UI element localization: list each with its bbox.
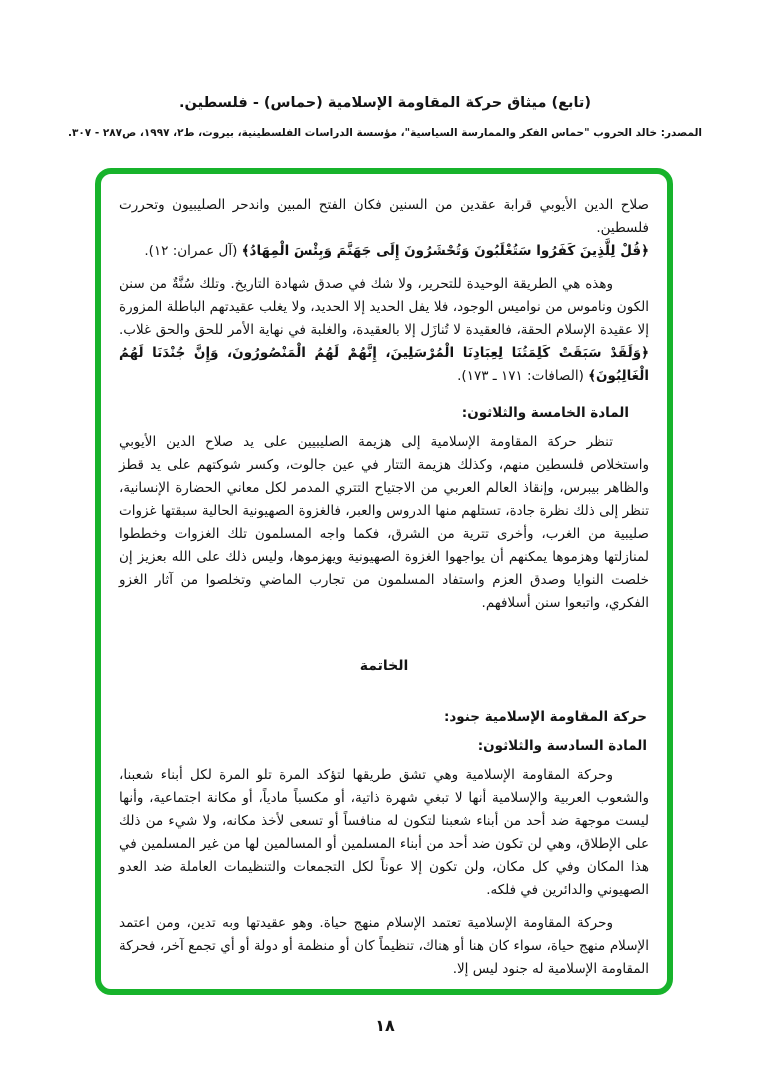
paragraph-method <box>119 273 649 388</box>
subheading-soldiers: حركة المقاومة الإسلامية جنود: <box>443 709 647 725</box>
quote-2-reference: (الصافات: ١٧١ ـ ١٧٣). <box>457 368 589 384</box>
content-frame <box>95 168 673 995</box>
paragraph-article-36b: وحركة المقاومة الإسلامية تعتمد الإسلام منهج حياة. وهو عقيدتها وبه تدين، ومن اعتمد الإسلام منهج حياة، سواء كان هنا أو هناك، تنظيماً كان أو منظمة أو دولة أو أي تجمع آخر، فحركة المقاومة الإسلامية له جنود ليس إلا. <box>119 915 649 977</box>
document-title: (تابع) ميثاق حركة المقاومة الإسلامية (حماس) - فلسطين. <box>179 95 591 111</box>
quote-1-verse: ﴿قُلْ لِلَّذِينَ كَفَرُوا سَتُغْلَبُونَ وَتُحْشَرُونَ إِلَى جَهَنَّمَ وَبِئْسَ الْمِهَادُ﴾ <box>241 243 649 259</box>
page-number: ١٨ <box>375 1016 395 1035</box>
quote-2-verse: ﴿وَلَقَدْ سَبَقَتْ كَلِمَتُنَا لِعِبَادِنَا الْمُرْسَلِينَ، إِنَّهُمْ لَهُمُ الْمَنْصُورُونَ، وَإِنَّ جُنْدَنَا لَهُمُ الْغَالِبُونَ﴾ <box>119 345 649 384</box>
quran-quote-1 <box>119 240 649 263</box>
quote-1-reference: (آل عمران: ١٢). <box>144 243 242 259</box>
heading-article-36: المادة السادسة والثلاثون: <box>477 738 647 754</box>
paragraph-method-text: وهذه هي الطريقة الوحيدة للتحرير، ولا شك في صدق شهادة التاريخ. وتلك سُنَّةٌ من سنن الكون وناموس من نواميس الوجود، فلا يفل الحديد إلا الحديد، ولا يغلب عقيدتهم الباطلة المزورة إلا عقيدة الإسلام الحقة، فالعقيدة لا تُنازَل إلا بالعقيدة، والغلبة في نهاية الأمر للحق والحق غلاب. <box>119 276 649 338</box>
paragraph-article-36a: وحركة المقاومة الإسلامية وهي تشق طريقها لتؤكد المرة تلو المرة لكل أبناء شعبنا، والشعوب العربية والإسلامية أنها لا تبغي شهرة ذاتية، أو مكسباً مادياً، أو مكانة اجتماعية، وأنها ليست موجهة ضد أحد من أبناء شعبنا لتكون له منافساً أو تسعى لأخذ مكانه، ولا شيء من ذلك على الإطلاق، وهي لن تكون ضد أحد من أبناء المسلمين أو المسالمين لها من غير المسلمين في هذا المكان وفي كل مكان، ولن تكون إلا عوناً لكل التجمعات والتنظيمات العاملة ضد العدو الصهيوني والدائرين في فلكه. <box>119 767 649 898</box>
heading-article-35: المادة الخامسة والثلاثون: <box>461 405 629 421</box>
paragraph-article-35: تنظر حركة المقاومة الإسلامية إلى هزيمة الصليبيين على يد صلاح الدين الأيوبي واستخلاص فلسطين منهم، وكذلك هزيمة التتار في عين جالوت، وكسر شوكتهم على يد قطز والظاهر بيبرس، وإنقاذ العالم العربي من الاجتياح التتري المدمر لكل معاني الحضارة الإنسانية، تنظر إلى ذلك نظرة جادة، تستلهم منها الدروس والعبر، فالغزوة الصهيونية الحالية سبقتها غزوات صليبية من الغرب، وأخرى تترية من الشرق، فكما واجه المسلمون تلك الغزوات وخططوا لمنازلتها وهزموها يمكنهم أن يواجهوا الغزوة الصهيونية ويهزموها، وليس ذلك على الله بعزيز إن خلصت النوايا وصدق العزم واستفاد المسلمون من تجارب الماضي وتخلصوا من آثار الغزو الفكري، واتبعوا سنن أسلافهم. <box>119 434 649 611</box>
heading-conclusion: الخاتمة <box>359 658 409 674</box>
source-citation: المصدر: خالد الحروب "حماس الفكر والممارسة السياسية"، مؤسسة الدراسات الفلسطينية، بيروت، ط٢، ١٩٩٧، ص٢٨٧ - ٣٠٧. <box>67 127 703 139</box>
body-text <box>101 174 667 981</box>
paragraph-intro: صلاح الدين الأيوبي قرابة عقدين من السنين فكان الفتح المبين واندحر الصليبيون وتحررت فلسطين. <box>119 197 649 236</box>
